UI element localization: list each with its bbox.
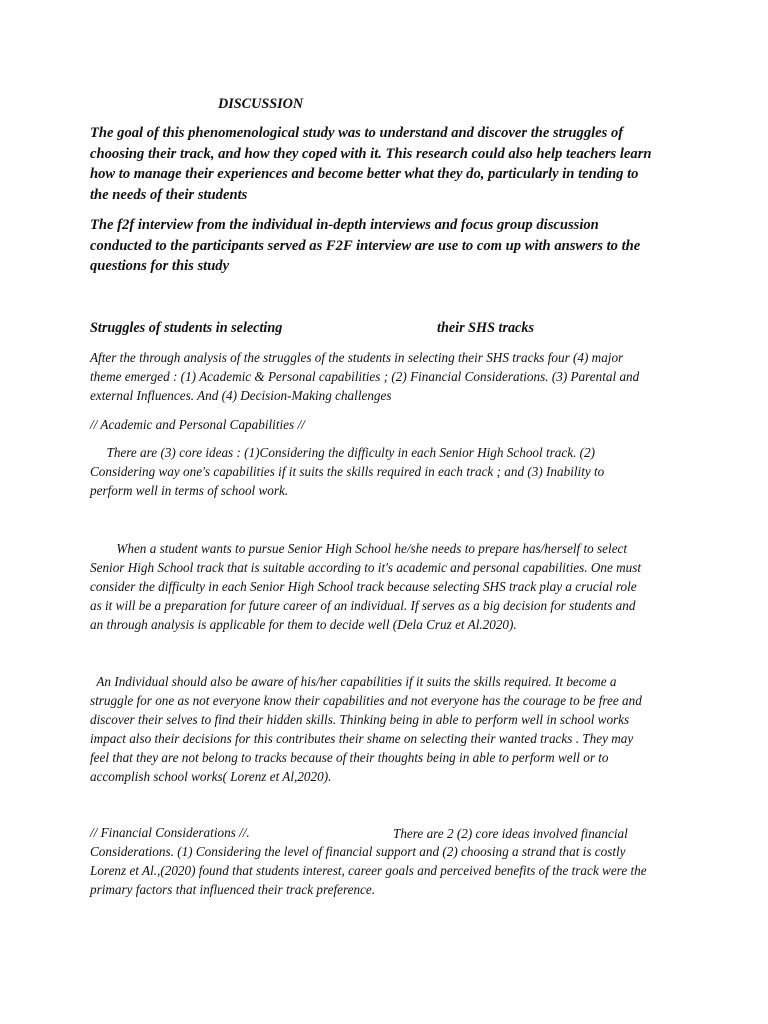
financial-core-ideas-text: There are 2 (2) core ideas involved financial — [393, 826, 628, 841]
core-ideas-paragraph-line: perform well in terms of school work. — [90, 483, 289, 498]
intro-paragraph-1-line: choosing their track, and how they coped with it. This research could also help teachers learn — [90, 146, 652, 162]
core-ideas-paragraph-line: Considering way one's capabilities if it suits the skills required in each track ; and (3) Inability to — [90, 464, 605, 479]
financial-paragraph-line: Considerations. (1) Considering the level of financial support and (2) choosing a strand that is costly — [90, 844, 626, 859]
individual-capabilities-paragraph-line: discover their selves to find their hidden skills. Thinking being in able to perform well in school works — [90, 712, 630, 727]
student-pursue-paragraph-line: as it will be a preparation for future career of an individual. If serves as a big decision for students and — [90, 598, 636, 613]
individual-capabilities-paragraph-line: feel that they are not belong to tracks because of their thoughts being in able to perform well or to — [90, 750, 609, 765]
intro-paragraph-2-line: conducted to the participants served as F2F interview are use to com up with answers to the — [90, 238, 641, 254]
themes-paragraph-line: external Influences. And (4) Decision-Making challenges — [90, 388, 392, 403]
financial-paragraph-line: Lorenz et Al.,(2020) found that students interest, career goals and perceived benefits of the track were the — [90, 863, 647, 878]
student-pursue-paragraph-line: an through analysis is applicable for them to decide well (Dela Cruz et Al.2020). — [90, 617, 517, 632]
academic-capabilities-label: // Academic and Personal Capabilities // — [90, 417, 305, 432]
individual-capabilities-paragraph-line: impact also their decisions for this contributes their shame on selecting their wanted tracks . They may — [90, 731, 634, 746]
core-ideas-paragraph-line: There are (3) core ideas : (1)Considering the difficulty in each Senior High School track. (2) — [90, 445, 596, 460]
intro-paragraph-1-line: The goal of this phenomenological study was to understand and discover the struggles of — [90, 125, 624, 141]
student-pursue-paragraph-line: Senior High School track that is suitable according to it's academic and personal capabilities. One must — [90, 560, 642, 575]
individual-capabilities-paragraph-line: An Individual should also be aware of his/her capabilities if it suits the skills required. It become a — [90, 674, 617, 689]
intro-paragraph-1-line: the needs of their students — [90, 187, 248, 203]
student-pursue-paragraph-line: When a student wants to pursue Senior High School he/she needs to prepare has/herself to select — [90, 541, 628, 556]
individual-capabilities-paragraph-line: struggle for one as not everyone know their capabilities and not everyone has the courage to be free and — [90, 693, 642, 708]
themes-paragraph-line: theme emerged : (1) Academic & Personal capabilities ; (2) Financial Considerations. (3) Parental and — [90, 369, 640, 384]
student-pursue-paragraph-line: consider the difficulty in each Senior High School track because selecting SHS track play a crucial role — [90, 579, 637, 594]
themes-paragraph-line: After the through analysis of the struggles of the students in selecting their SHS tracks four (4) major — [90, 350, 624, 365]
individual-capabilities-paragraph-line: accomplish school works( Lorenz et Al,2020). — [90, 769, 332, 784]
financial-paragraph-line: primary factors that influenced their track preference. — [90, 882, 376, 897]
intro-paragraph-2-line: questions for this study — [90, 258, 230, 274]
intro-paragraph-2-line: The f2f interview from the individual in-depth interviews and focus group discussion — [90, 217, 599, 233]
section-heading-right: their SHS tracks — [437, 320, 534, 336]
discussion-heading: DISCUSSION — [218, 96, 304, 112]
intro-paragraph-1-line: how to manage their experiences and become better what they do, particularly in tending to — [90, 166, 639, 182]
section-heading-left: Struggles of students in selecting — [90, 320, 283, 336]
financial-considerations-label: // Financial Considerations //. — [90, 825, 250, 840]
